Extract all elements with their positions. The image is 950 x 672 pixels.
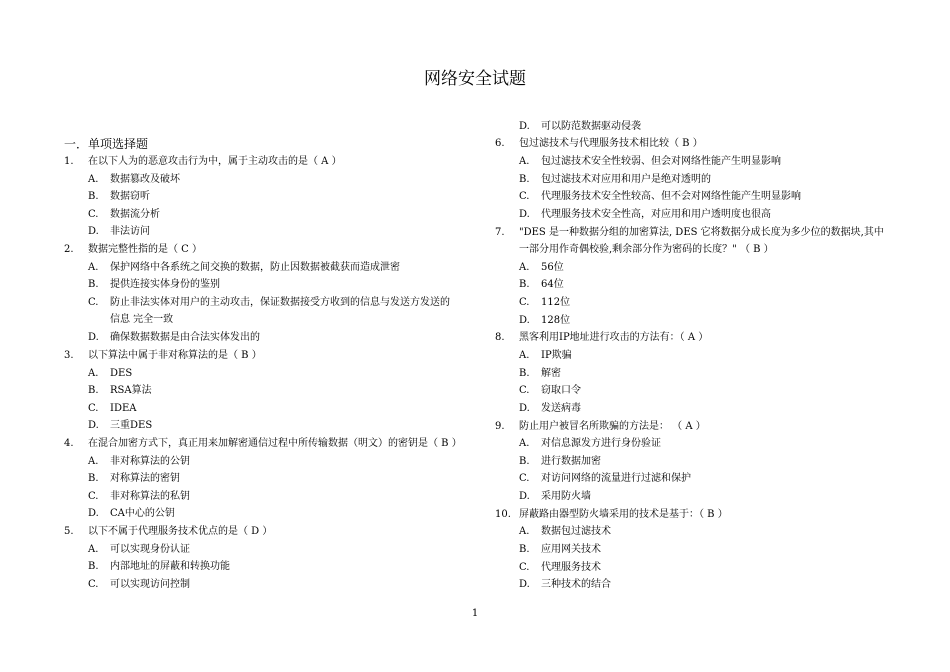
option-letter: C. bbox=[519, 385, 530, 396]
option-letter: D. bbox=[88, 226, 99, 237]
question-number: 6. bbox=[495, 138, 505, 149]
option-letter: A. bbox=[88, 262, 99, 273]
option-letter: D. bbox=[88, 420, 99, 431]
option-letter: A. bbox=[519, 262, 530, 273]
question-text: 以下算法中属于非对称算法的是（ B ） bbox=[88, 350, 262, 361]
option-text: 防止非法实体对用户的主动攻击，保证数据接受方收到的信息与发送方发送的 bbox=[110, 297, 450, 308]
option-text: 可以实现身份认证 bbox=[110, 544, 190, 555]
option-letter: C. bbox=[88, 403, 99, 414]
option-letter: B. bbox=[519, 174, 530, 185]
option-text: 保护网络中各系统之间交换的数据，防止因数据被截获而造成泄密 bbox=[110, 262, 400, 273]
option-text: 确保数据数据是由合法实体发出的 bbox=[110, 332, 260, 343]
option-text-continued: 信息 完全一致 bbox=[110, 314, 174, 325]
question-number: 4. bbox=[64, 438, 74, 449]
option-letter: B. bbox=[519, 456, 530, 467]
question-text: "DES 是一种数据分组的加密算法, DES 它将数据分成长度为多少位的数据块,其中 bbox=[519, 227, 884, 238]
option-letter: B. bbox=[88, 473, 99, 484]
option-letter: B. bbox=[519, 368, 530, 379]
option-text: 包过滤技术对应用和用户是绝对透明的 bbox=[541, 174, 711, 185]
option-letter: A. bbox=[519, 438, 530, 449]
option-letter: D. bbox=[519, 403, 530, 414]
option-letter: C. bbox=[88, 297, 99, 308]
option-letter: C. bbox=[88, 491, 99, 502]
option-letter: D. bbox=[88, 332, 99, 343]
option-letter: D. bbox=[519, 315, 530, 326]
option-text: 非法访问 bbox=[110, 226, 150, 237]
option-letter: A. bbox=[88, 544, 99, 555]
option-letter: A. bbox=[519, 526, 530, 537]
option-text: 数据包过滤技术 bbox=[541, 526, 611, 537]
question-text: 在以下人为的恶意攻击行为中，属于主动攻击的是（ A ） bbox=[88, 156, 342, 167]
option-letter: B. bbox=[88, 561, 99, 572]
option-text: 非对称算法的公钥 bbox=[110, 456, 190, 467]
option-text: 代理服务技术安全性高，对应用和用户透明度也很高 bbox=[541, 209, 771, 220]
option-text: IP欺骗 bbox=[541, 350, 572, 361]
option-letter: A. bbox=[88, 368, 99, 379]
option-letter: A. bbox=[88, 174, 99, 185]
option-text: CA中心的公钥 bbox=[110, 508, 175, 519]
option-text: 64位 bbox=[541, 279, 564, 290]
question-text: 包过滤技术与代理服务技术相比较（ B ） bbox=[519, 138, 703, 149]
option-text: 112位 bbox=[541, 297, 571, 308]
option-letter: C. bbox=[88, 579, 99, 590]
option-letter: A. bbox=[519, 350, 530, 361]
question-number: 7. bbox=[495, 227, 505, 238]
question-number: 1. bbox=[64, 156, 74, 167]
option-letter: D. bbox=[519, 579, 530, 590]
option-text: 56位 bbox=[541, 262, 564, 273]
option-text: 包过滤技术安全性较弱、但会对网络性能产生明显影响 bbox=[541, 156, 781, 167]
option-text: 采用防火墙 bbox=[541, 491, 591, 502]
question-text: 以下不属于代理服务技术优点的是（ D ） bbox=[88, 526, 273, 537]
question-text: 数据完整性指的是（ C ） bbox=[88, 244, 203, 255]
option-letter: D. bbox=[519, 121, 530, 132]
question-text-continued: 一部分用作奇偶校验,剩余部分作为密码的长度？" （ B ） bbox=[519, 244, 774, 255]
option-text: 数据篡改及破坏 bbox=[110, 174, 180, 185]
question-text: 防止用户被冒名所欺骗的方法是： （ A ） bbox=[519, 421, 706, 432]
option-letter: C. bbox=[88, 209, 99, 220]
option-text: 进行数据加密 bbox=[541, 456, 601, 467]
option-text: 应用网关技术 bbox=[541, 544, 601, 555]
option-text: 解密 bbox=[541, 368, 561, 379]
option-letter: B. bbox=[519, 544, 530, 555]
question-number: 10. bbox=[495, 509, 511, 520]
option-letter: B. bbox=[88, 385, 99, 396]
option-text: 内部地址的屏蔽和转换功能 bbox=[110, 561, 230, 572]
question-number: 9. bbox=[495, 421, 505, 432]
option-text: 提供连接实体身份的鉴别 bbox=[110, 279, 220, 290]
option-text: DES bbox=[110, 368, 133, 379]
option-text: 代理服务技术 bbox=[541, 562, 601, 573]
page-number: 1 bbox=[471, 608, 479, 619]
option-text: 128位 bbox=[541, 315, 571, 326]
option-text: 数据流分析 bbox=[110, 209, 160, 220]
option-letter: B. bbox=[519, 279, 530, 290]
option-text: 发送病毒 bbox=[541, 403, 581, 414]
option-letter: C. bbox=[519, 191, 530, 202]
question-number: 3. bbox=[64, 350, 74, 361]
option-text: 对访问网络的流量进行过滤和保护 bbox=[541, 473, 691, 484]
option-text: 可以防范数据驱动侵袭 bbox=[541, 121, 641, 132]
option-letter: A. bbox=[519, 156, 530, 167]
question-number: 8. bbox=[495, 332, 505, 343]
option-letter: D. bbox=[88, 508, 99, 519]
option-text: 三重DES bbox=[110, 420, 153, 431]
section-title: 一．单项选择题 bbox=[64, 137, 149, 151]
option-text: IDEA bbox=[110, 403, 137, 414]
option-text: 三种技术的结合 bbox=[541, 579, 611, 590]
option-letter: C. bbox=[519, 473, 530, 484]
option-text: 代理服务技术安全性较高、但不会对网络性能产生明显影响 bbox=[541, 191, 801, 202]
option-text: 非对称算法的私钥 bbox=[110, 491, 190, 502]
question-number: 5. bbox=[64, 526, 74, 537]
option-text: 对信息源发方进行身份验证 bbox=[541, 438, 661, 449]
option-letter: B. bbox=[88, 279, 99, 290]
option-letter: C. bbox=[519, 562, 530, 573]
option-letter: D. bbox=[519, 209, 530, 220]
document-title: 网络安全试题 bbox=[424, 69, 526, 89]
option-text: RSA算法 bbox=[110, 385, 152, 396]
option-text: 窃取口令 bbox=[541, 385, 581, 396]
option-text: 对称算法的密钥 bbox=[110, 473, 180, 484]
question-text: 在混合加密方式下，真正用来加解密通信过程中所传输数据（明文）的密钥是（ B ） bbox=[88, 438, 462, 449]
option-letter: D. bbox=[519, 491, 530, 502]
question-text: 屏蔽路由器型防火墙采用的技术是基于：（ B ） bbox=[519, 509, 728, 520]
question-text: 黑客利用IP地址进行攻击的方法有：（ A ） bbox=[519, 332, 709, 343]
option-text: 可以实现访问控制 bbox=[110, 579, 190, 590]
question-number: 2. bbox=[64, 244, 74, 255]
option-letter: A. bbox=[88, 456, 99, 467]
option-letter: B. bbox=[88, 191, 99, 202]
option-letter: C. bbox=[519, 297, 530, 308]
option-text: 数据窃听 bbox=[110, 191, 150, 202]
